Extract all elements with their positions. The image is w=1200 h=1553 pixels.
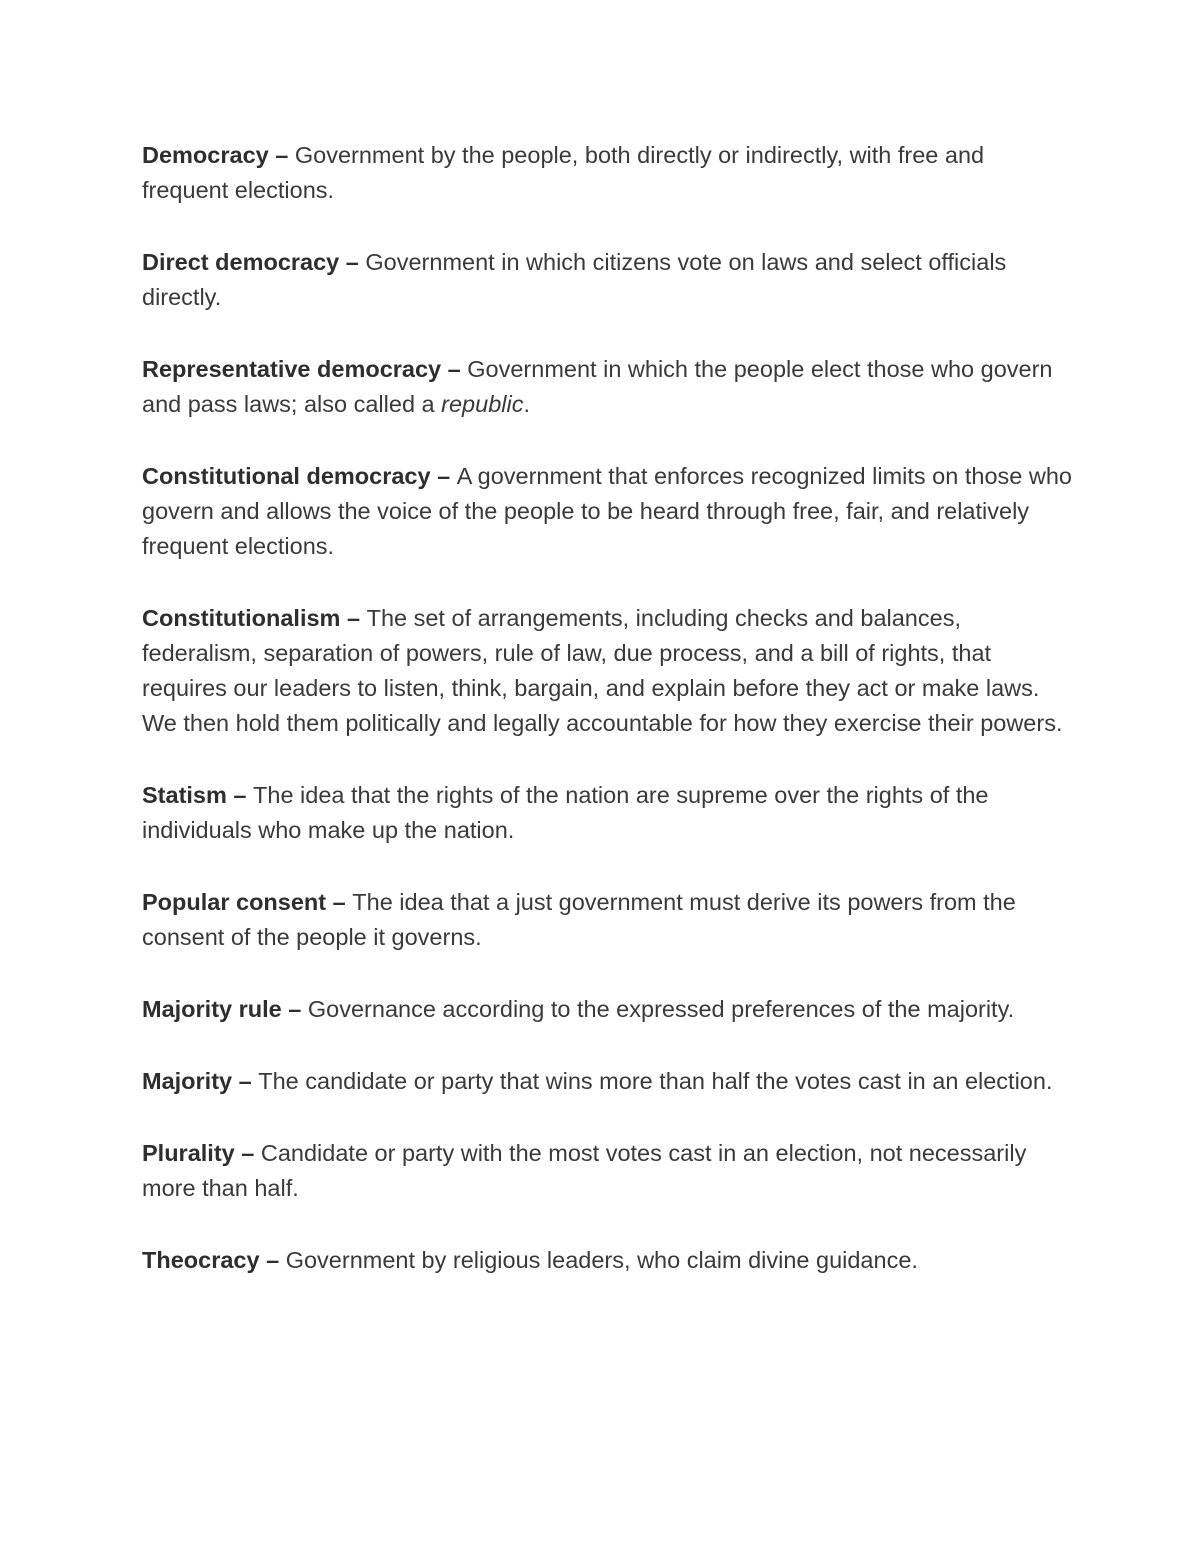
definition-italic-term: republic [441, 391, 524, 417]
definition-entry-statism [142, 778, 1072, 848]
definition-entry-theocracy [142, 1243, 1072, 1278]
definition: The set of arrangements, including checks and balances, federalism, separation of powers, rule of law, due process, and a bill of rights, that requires our leaders to listen, think, bargain, and explain before they act or make laws. We then hold them politically and legally accountable for how they exercise their powers. [142, 605, 1063, 736]
definition-text-end: . [523, 391, 530, 417]
definition-entry-constitutional-democracy [142, 459, 1072, 564]
definition-entry-majority-rule [142, 992, 1072, 1027]
separator: – [339, 249, 366, 275]
separator: – [234, 1140, 261, 1166]
definition: A government that enforces recognized limits on those who govern and allows the voice of the people to be heard through free, fair, and relatively frequent elections. [142, 463, 1072, 559]
definition: The idea that the rights of the nation are supreme over the rights of the individuals who make up the nation. [142, 782, 989, 843]
definition: Candidate or party with the most votes cast in an election, not necessarily more than half. [142, 1140, 1027, 1201]
separator: – [340, 605, 367, 631]
definition-text: Government in which the people elect those who govern and pass laws; also called a [142, 356, 1053, 417]
definition-entry-popular-consent [142, 885, 1072, 955]
separator: – [441, 356, 468, 382]
term: Constitutionalism [142, 605, 341, 631]
term: Majority rule [142, 996, 282, 1022]
term: Popular consent [142, 889, 327, 915]
separator: – [268, 142, 295, 168]
definition-entry-direct-democracy [142, 245, 1072, 315]
definition-entry-democracy [142, 138, 1072, 208]
term: Plurality [142, 1140, 235, 1166]
separator: – [259, 1247, 286, 1273]
term: Direct democracy [142, 249, 340, 275]
definition: Governance according to the expressed preferences of the majority. [307, 996, 1015, 1022]
separator: – [226, 782, 254, 808]
definition: The candidate or party that wins more than half the votes cast in an election. [258, 1068, 1053, 1094]
term: Constitutional democracy [142, 463, 431, 489]
separator: – [232, 1068, 259, 1094]
separator: – [281, 996, 308, 1022]
term: Theocracy [142, 1247, 260, 1273]
term: Representative democracy [142, 356, 442, 382]
definition: The idea that a just government must derive its powers from the consent of the people it governs. [142, 889, 1016, 950]
definition: Government by religious leaders, who claim divine guidance. [285, 1247, 918, 1273]
separator: – [326, 889, 353, 915]
definition: Government by the people, both directly or indirectly, with free and frequent elections. [142, 142, 985, 203]
term: Majority [142, 1068, 233, 1094]
definition-entry-constitutionalism [142, 601, 1072, 741]
separator: – [430, 463, 457, 489]
definition-entry-representative-democracy [142, 352, 1072, 422]
term: Statism [142, 782, 227, 808]
document-page [142, 138, 1072, 1315]
definition: Government in which citizens vote on laws and select officials directly. [142, 249, 1007, 310]
term: Democracy [142, 142, 269, 168]
definition-entry-plurality [142, 1136, 1072, 1206]
definition-entry-majority [142, 1064, 1072, 1099]
